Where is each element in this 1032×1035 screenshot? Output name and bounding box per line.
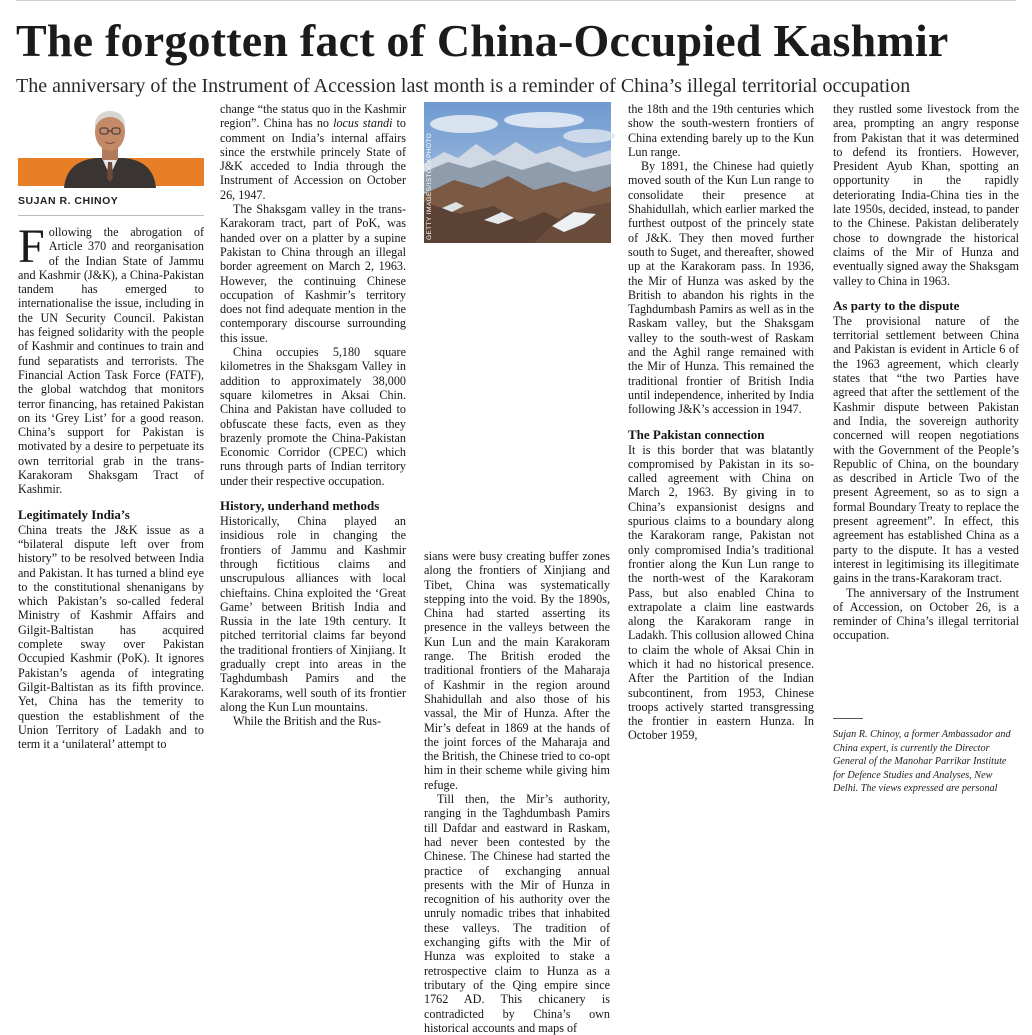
paragraph: Historically, China played an insidious role in changing the frontiers of Jammu and Kashmir through fictitious claims and unscrupulous alliances with local chieftains. China exploited the ‘Great Game’ between British India and Russia in the late 19th century. It pitched territorial claims far beyond the traditional frontiers of Xinjiang. It gradually crept into areas in the Taghdumbash Pamirs and the Karakorams, well south of its frontier along the Kun Lun mountains. (220, 514, 406, 714)
paragraph-text: to comment on India’s internal affairs since the erstwhile princely State of J&K acceded to India through the Instrument of Accession on October 26, 1947. (220, 116, 406, 202)
author-bio: Sujan R. Chinoy, a former Ambassador and China expert, is currently the Director General of the Manohar Parrikar Institute for Defence Studies and Analyses, New Delhi. The views expressed are personal (833, 729, 1011, 795)
standfirst: The anniversary of the Instrument of Accession last month is a reminder of China’s illegal territorial occupation (16, 75, 911, 97)
author-portrait (18, 102, 204, 188)
paragraph-intro (18, 220, 204, 497)
paragraph: While the British and the Rus- (233, 714, 382, 729)
column-1 (18, 220, 204, 752)
paragraph: By 1891, the Chinese had quietly moved south of the Kun Lun range to consolidate their presence at Shahidullah, which earlier marked the furthest outpost of the princely state of J&K. They then moved further south to Suget, and thereafter, showed up at the Karakoram pass. In 1936, the Mir of Hunza was asked by the British to abandon his rights in the Taghdumbash Pamirs as well as in the Raskam valley, but the Shaksgam valley to the south-west of Raskam and the Aghil range remained with the Mir of Hunza. This remained the traditional frontier of British India until independence, inherited by India following J&K’s accession in 1947. (628, 159, 814, 417)
column-2 (220, 102, 406, 728)
paragraph-italic: locus standi (333, 116, 393, 131)
paragraph-intro-text: ollowing the abrogation of Article 370 and reorganisation of the Indian State of Jammu and Kashmir (J&K), a China-Pakistan tandem has emerged to internationalise the issue, including in the UN Security Council. Pakistan has feigned solidarity with the people of Kashmir and continues to train and fund separatists and terrorists. The Financial Action Task Force (FATF), the global watchdog that monitors terror financing, has retained Pakistan on its ‘Grey List’ for a good reason. China’s support for Pakistan is motivated by a desire to perpetuate its own territorial grab in the trans-Karakoram Shaksgam Tract of Kashmir. (18, 225, 204, 497)
bio-divider (833, 718, 863, 719)
paragraph: The anniversary of the Instrument of Accession, on October 26, is a reminder of China’s illegal territorial occupation. (833, 585, 1019, 643)
landscape-photo (424, 102, 611, 243)
top-rule (16, 0, 1016, 4)
subhead-history-underhand-methods: History, underhand methods (220, 498, 380, 514)
paragraph-text: change “the status quo in the Kashmir region”. China has no (220, 102, 406, 131)
paragraph (220, 102, 406, 202)
subhead-pakistan-connection: The Pakistan connection (628, 426, 765, 442)
paragraph: sians were busy creating buffer zones along the frontiers of Xinjiang and Tibet, China was systematically stepping into the void. By the 1890s, China had started asserting its presence in the valleys between the Kun Lun and the main Karakoram range. The British eroded the traditional frontiers of the Maharaja of Kashmir in the region around Shahidullah and also those of his vassal, the Mir of Hunza. After the Mir’s defeat in 1869 at the hands of the joint forces of the Maharaja and the British, the Chinese tried to co-opt him in their scheme while giving him refuge. (424, 549, 610, 792)
author-name: SUJAN R. CHINOY (18, 195, 119, 207)
column-4 (628, 102, 814, 743)
paragraph: China occupies 5,180 square kilometres in the Shaksgam Valley in addition to approximately 38,000 square kilometres in Aksai Chin. China and Pakistan have colluded to obfuscate these facts, even as they brazenly promote the China-Pakistan Economic Corridor (CPEC) which runs through parts of Indian territory under their respective occupation. (220, 345, 406, 488)
column-3 (424, 549, 610, 1035)
subhead-party-to-dispute: As party to the dispute (833, 297, 960, 313)
paragraph: The provisional nature of the territorial settlement between China and Pakistan is evident in Article 6 of the 1963 agreement, which clearly states that “the two Parties have agreed that after the settlement of the Kashmir dispute between Pakistan and India, the sovereign authority concerned will reopen negotiations with the Government of the People’s Republic of China, on the boundary as described in Article Two of the present Agreement, so as to sign a formal Boundary Treaty to replace the present agreement”. In effect, this agreement has established China as a party to the dispute. It has a vested interest in legitimising its illegitimate gains in the trans-Karakoram tract. (833, 313, 1019, 586)
paragraph: The Shaksgam valley in the trans-Karakoram tract, part of PoK, was handed over on a platter by a supine Pakistan to China through an illegal border agreement on March 2, 1963. However, the continuing Chinese occupation of Kashmir’s territory does not find adequate mention in the contemporary discourse surrounding this issue. (220, 202, 406, 345)
author-portrait-figure (18, 102, 204, 188)
headline: The forgotten fact of China-Occupied Kashmir (16, 15, 949, 66)
paragraph: China treats the J&K issue as a “bilateral dispute left over from history” to be resolved between India and Pakistan. It has turned a blind eye to the constitutional shenanigans by which Pakistan’s so-called federal Ministry of Kashmir Affairs and Gilgit-Baltistan has acquired complete sway over Pakistan Occupied Kashmir (PoK). It ignores Pakistan’s agenda of integrating Gilgit-Baltistan as its fifth province. Yet, China has the temerity to question the establishment of the Union Territory of Ladakh and to term it a ‘unilateral’ attempt to (18, 522, 204, 752)
paragraph: they rustled some livestock from the area, prompting an angry response from Pakistan that it was determined to defend its frontiers. However, President Ayub Khan, spotting an opportunity in the rapidly deteriorating India-China ties in the late 1950s, decided, instead, to pander to the Chinese. Pakistan deliberately chose to downgrade the historical claims of the Mir of Hunza and eventually signed away the Shaksgam valley to China in 1963. (833, 102, 1019, 288)
author-divider (18, 215, 204, 216)
paragraph: Till then, the Mir’s authority, ranging in the Taghdumbash Pamirs till Dafdar and eastward in Raskam, had never been contested by the Chinese. The Chinese had started the practice of exchanging annual presents with the Mir of Hunza in recognition of his authority over the unruly nomadic tribes that inhabited these valleys. The tradition of exchanging gifts with the Mir of Hunza was exploited to stake a retrospective claim to Hunza as a tributary of the Qing empire since 1762 AD. This chicanery is contradicted by China’s own historical accounts and maps of (424, 792, 610, 1035)
paragraph: the 18th and the 19th centuries which show the south-western frontiers of China extending barely up to the Kun Lun range. (628, 102, 814, 159)
paragraph: It is this border that was blatantly compromised by Pakistan in its so-called agreement with China on March 2, 1963. By giving in to China’s expansionist designs and spurious claims to a boundary along the Karakoram range, Pakistan not only compromised India’s traditional frontier along the Kun Lun range to the north-west of the Karakoram Pass, but also enabled China to extrapolate a claim line eastwards along the Karakoram range in Ladakh. This collusion allowed China to claim the whole of Aksai Chin in which it had no historical presence. After the Partition of the Indian subcontinent, from 1953, Chinese troops actively started transgressing the frontier in eastern Hunza. In October 1959, (628, 442, 814, 743)
subhead-legitimately-indias: Legitimately India’s (18, 506, 130, 522)
photo-credit: GETTY IMAGES/ISTOCKPHOTO (426, 132, 433, 240)
column-5 (833, 102, 1019, 643)
dropcap: F (18, 220, 45, 273)
